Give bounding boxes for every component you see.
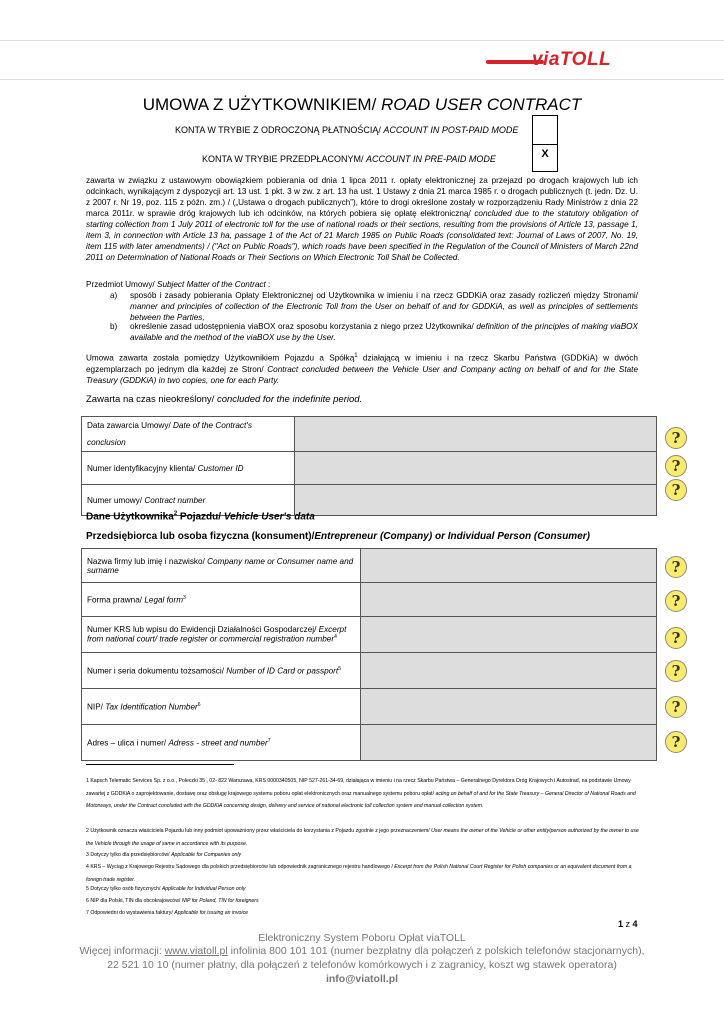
subject-item-b-marker: b) (110, 322, 118, 331)
entrepreneur-heading: Przedsiębiorca lub osoba fizyczna (konsument)/Entrepreneur (Company) or Individual Person (Consumer) (86, 531, 590, 542)
contract-date-field[interactable] (295, 417, 657, 452)
logo-text: viaTOLL (532, 49, 612, 70)
question-mark-icon[interactable]: ? (665, 479, 687, 501)
website-link[interactable]: www.viatoll.pl (164, 945, 228, 957)
address-field[interactable] (361, 725, 657, 761)
id-document-label: Numer i seria dokumentu tożsamości/ Number of ID Card or passport$^5$ (82, 653, 361, 689)
company-name-label: Nazwa firmy lub imię i nazwisko/ Company name or Consumer name and surname (82, 549, 361, 583)
subject-item-a-marker: a) (110, 291, 118, 300)
table-row (82, 653, 657, 689)
subject-item-b: określenie zasad udostępnienia viaBOX oraz sposobu korzystania z niego przez Użytkownika/ definition of the principles of making viaBOX available and the method of the viaBOX use by the User. (130, 322, 639, 342)
table-row (82, 549, 657, 583)
concluded-paragraph: Umowa zawarta została pomiędzy Użytkownikiem Pojazdu a Spółką$^1$ działającą w imieniu i na rzecz Skarbu Państwa (GDDKiA) w dwóch egzemplarzach po jednym dla każdej ze Stron/ Contract concluded between the Vehicle User and Company acting on behalf of and for the State Treasury (GDDKiA) in two copies, one for each Party. (86, 353, 639, 385)
footnote-1: 1 Kapsch Telematic Services Sp. z o.o., Poleczki 35 , 02- 822 Warszawa, KRS 0000340505, NIP 527-261-34-69, działająca w imieniu i na rzecz Skarbu Państwa – Generalnego Dyrektora Dróg Krajowych i Autostrad, na podstawie Umowy zawartej z GDDKiA o zaprojektowanie, dostawę oraz obsługę krajowego systemu poboru opłat elektronicznych oraz manualnego systemu poboru opłat/ acting on behalf of and for the State Treasury – General Director of National Roads and Motorways, under the Contract concluded with the GDDKiA concerning design, delivery and service of national electronic toll collection system and manual collection system. (86, 778, 636, 809)
contract-table (81, 416, 657, 516)
table-row (82, 617, 657, 653)
page-title: UMOWA Z UŻYTKOWNIKIEM/ ROAD USER CONTRACT (142, 95, 582, 114)
user-data-table (81, 548, 657, 761)
footnote-rule (86, 764, 234, 765)
footnote-6: 6 NIP dla Polski, TIN dla obcokrajowców/ NIP for Poland, TIN for foreigners (86, 898, 259, 904)
footer-email[interactable]: info@viatoll.pl (325, 973, 399, 985)
company-name-field[interactable] (361, 549, 657, 583)
question-mark-icon[interactable]: ? (665, 731, 687, 753)
footer-phone-line: 22 521 10 10 (numer płatny, dla połączeń z telefonów komórkowych i z zagranicy, koszt wg stawek operatora) (107, 959, 617, 971)
contract-number-field[interactable] (295, 485, 657, 516)
table-row (82, 417, 657, 452)
footnote-4: 4 KRS – Wyciąg z Krajowego Rejestru Sądowego dla polskich przedsiębiorców lub odpowiednik zagranicznego rejestru handlowego / Excerpt from the Polish National Court Register for Polish companies or an equivalent document from a foreign trade register. (86, 864, 632, 883)
prepaid-checkbox[interactable]: X (532, 144, 558, 172)
table-row (82, 583, 657, 617)
nip-field[interactable] (361, 689, 657, 725)
header-divider-top (0, 40, 724, 41)
footnote-7: 7 Odpowiedni do wystawienia faktury/ Applicable for issuing an invoice (86, 910, 249, 916)
legal-form-label: Forma prawna/ Legal form$^3$ (82, 583, 361, 617)
question-mark-icon[interactable]: ? (665, 696, 687, 718)
krs-number-field[interactable] (361, 617, 657, 653)
id-document-field[interactable] (361, 653, 657, 689)
user-data-heading: Dane Użytkownika$^2$ Pojazdu/ Vehicle User's data (86, 511, 315, 523)
customer-id-field[interactable] (295, 452, 657, 485)
address-label: Adres – ulica i numer/ Adress - street and number$^7$ (82, 725, 361, 761)
indefinite-period-note: Zawarta na czas nieokreślony/ concluded for the indefinite period. (86, 394, 363, 405)
page-number: 1 z 4 (618, 919, 638, 929)
viatoll-logo (486, 44, 646, 74)
question-mark-icon[interactable]: ? (665, 660, 687, 682)
question-mark-icon[interactable]: ? (665, 556, 687, 578)
nip-label: NIP/ Tax Identification Number$^6$ (82, 689, 361, 725)
subject-heading: Przedmiot Umowy/ Subject Matter of the Contract : (86, 280, 271, 289)
footer-info-line: Więcej informacji: www.viatoll.pl infolinia 800 101 101 (numer bezpłatny dla połączeń z polskich telefonów stacjonarnych), (79, 945, 645, 957)
footnote-3: 3 Dotyczy tylko dla przedsiębiorców/ Applicable for Companies only (86, 852, 242, 858)
krs-number-label: Numer KRS lub wpisu do Ewidencji Działalności Gospodarczej/ Excerpt from national court/ trade register or commercial registration number$^4$ (82, 617, 361, 653)
table-row (82, 725, 657, 761)
question-mark-icon[interactable]: ? (665, 627, 687, 649)
postpaid-checkbox[interactable] (532, 115, 558, 145)
question-mark-icon[interactable]: ? (665, 455, 687, 477)
footnote-5: 5 Dotyczy tylko osób fizycznych/ Applicable for Individual Person only (86, 886, 246, 892)
subject-item-a: sposób i zasady pobierania Opłaty Elektronicznej od Użytkownika w imieniu i na rzecz GDDKiA oraz zasady rozliczeń między Stronami/ manner and principles of collection of the Electronic Toll from the User on behalf of and for GDDKiA, as well as principles of settlements between the Parties, (130, 291, 638, 322)
contract-date-label: Data zawarcia Umowy/ Date of the Contract's conclusion (82, 417, 295, 452)
question-mark-icon[interactable]: ? (665, 427, 687, 449)
table-row (82, 689, 657, 725)
footnote-2: 2 Użytkownik oznacza właściciela Pojazdu lub inny podmiot upoważniony przez właściciela do korzystania z Pojazdu zgodnie z jego przeznaczeniem/ User means the owner of the Vehicle or other entity/person authorized by the owner to use the Vehicle through the usage of same in accordance with its purpose. (86, 828, 639, 847)
legal-form-field[interactable] (361, 583, 657, 617)
customer-id-label: Numer identyfikacyjny klienta/ Customer ID (82, 452, 295, 485)
account-mode-postpaid-label: KONTA W TRYBIE Z ODROCZONĄ PŁATNOŚCIĄ/ ACCOUNT IN POST-PAID MODE (175, 125, 519, 135)
intro-paragraph: zawarta w związku z ustawowym obowiązkiem pobierania od dnia 1 lipca 2011 r. opłaty elektronicznej za przejazd po drogach krajowych lub ich odcinkach, wynikającym z dyspozycji art. 13 ust. 1 pkt. 3 w zw. z art. 13 ha ust. 1 Ustawy z dnia 21 marca 1985 r. o drogach publicznych (t. jedn. Dz. U. z 2007 r. Nr 19, poz. 115 z późn. zm.) / („Ustawa o drogach publicznych”), które to drogi określone zostały w rozporządzeniu Rady Ministrów z dnia 22 marca 2011r. w sprawie dróg krajowych lub ich odcinków, na których pobiera się opłatę elektroniczną/ concluded due to the statutory obligation of starting collection from 1 July 2011 of electronic toll for the use of national roads or their sections, resulting from the provisions of Article 13, passage 1, item 3, in connection with Article 13 ha, passage 1 of the Act of 21 March 1985 on Public Roads (consolidated text: Journal of Laws of 2007, No. 19, item 115 with later amendments) / ("Act on Public Roads"), which roads have been specified in the Regulation of the Council of Ministers of March 22nd 2011 on Determination of National Roads or Their Sections on Which Electronic Toll Shall be Collected. (86, 176, 639, 262)
table-row (82, 452, 657, 485)
contract-number-label: Numer umowy/ Contract number (82, 485, 295, 516)
footer-title: Elektroniczny System Poboru Opłat viaTOLL (258, 932, 466, 944)
question-mark-icon[interactable]: ? (665, 590, 687, 612)
header-divider-bottom (0, 79, 724, 80)
account-mode-prepaid-label: KONTA W TRYBIE PRZEDPŁACONYM/ ACCOUNT IN PRE-PAID MODE (202, 154, 496, 164)
